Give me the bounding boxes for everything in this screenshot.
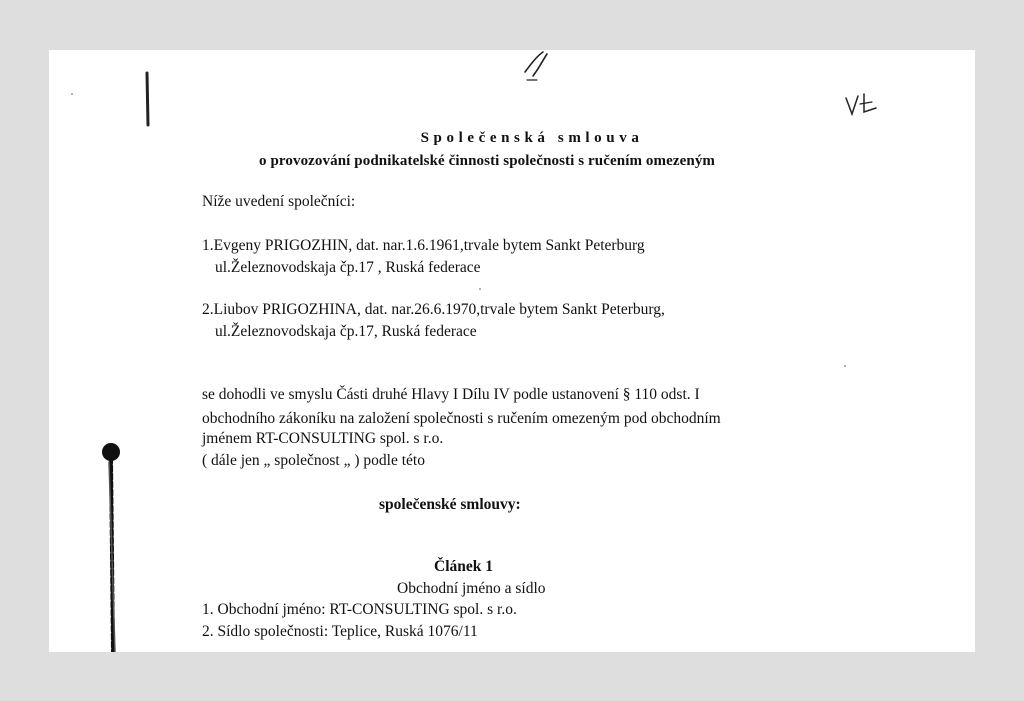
article-subheading: Obchodní jméno a sídlo — [397, 580, 546, 597]
agreement-line3: jménem RT-CONSULTING spol. s r.o. — [202, 430, 444, 447]
agreement-line1: se dohodli ve smyslu Části druhé Hlavy I Dílu IV podle ustanovení § 110 odst. I — [202, 386, 700, 403]
scan-speck — [844, 365, 846, 367]
binding-string — [97, 438, 127, 652]
article-item-2: 2. Sídlo společnosti: Teplice, Ruská 1076/11 — [202, 623, 478, 640]
partner2-line1: 2.Liubov PRIGOZHINA, dat. nar.26.6.1970,trvale bytem Sankt Peterburg, — [202, 301, 665, 318]
partner1-line1: 1.Evgeny PRIGOZHIN, dat. nar.1.6.1961,trvale bytem Sankt Peterburg — [202, 237, 645, 254]
partner2-line2: ul.Železnovodskaja čp.17, Ruská federace — [215, 323, 477, 340]
scan-speck — [479, 288, 481, 290]
article-item-1: 1. Obchodní jméno: RT-CONSULTING spol. s r.o. — [202, 601, 517, 618]
article-heading: Článek 1 — [434, 558, 493, 575]
top-scribble-mark — [517, 50, 557, 84]
scan-speck — [71, 93, 73, 95]
initials-mark — [842, 92, 882, 118]
document-subtitle: o provozování podnikatelské činnosti společnosti s ručením omezeným — [259, 153, 716, 169]
partner1-line2: ul.Železnovodskaja čp.17 , Ruská federace — [215, 259, 481, 276]
document-page — [49, 50, 975, 652]
intro-text: Níže uvedení společníci: — [202, 193, 356, 210]
margin-bar-mark — [139, 70, 159, 130]
document-title: Společenská smlouva — [420, 130, 644, 146]
section-heading: společenské smlouvy: — [379, 496, 521, 513]
agreement-line2: obchodního zákoníku na založení společnosti s ručením omezeným pod obchodním — [202, 410, 721, 427]
agreement-line4: ( dále jen „ společnost „ ) podle této — [202, 452, 425, 469]
